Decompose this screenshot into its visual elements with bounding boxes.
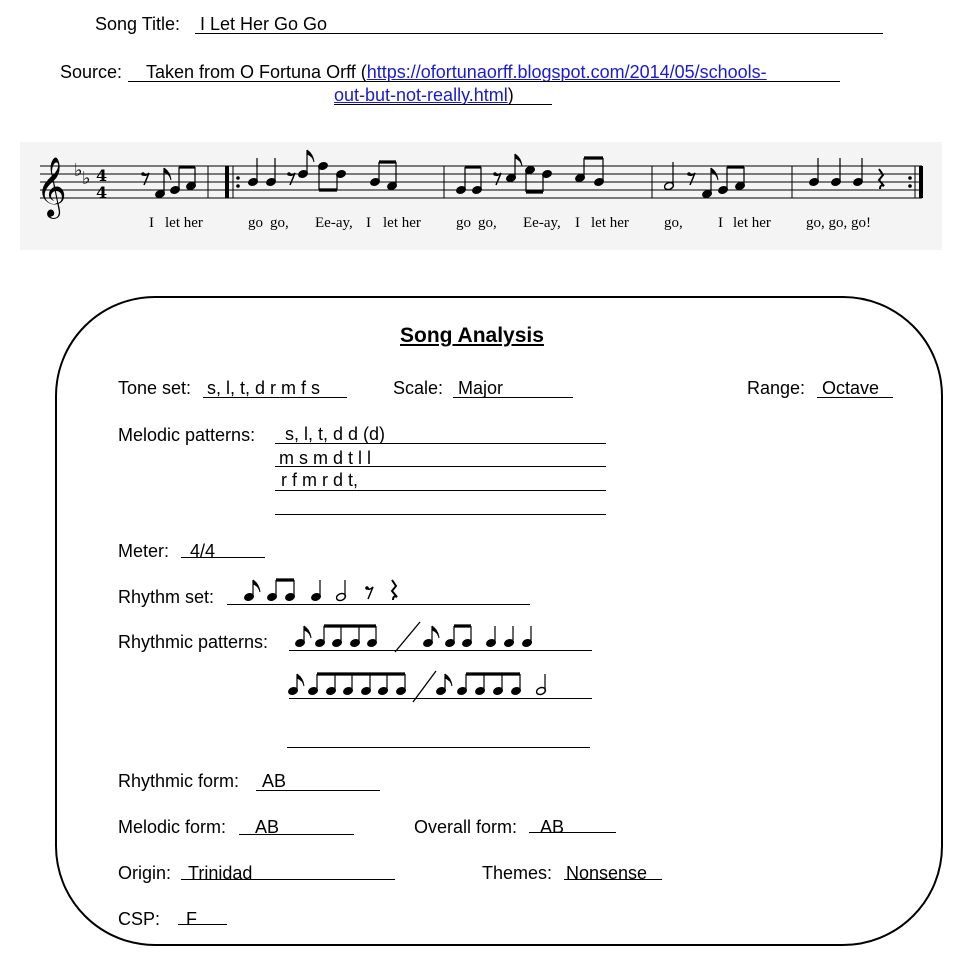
- lyric: Ee-ay,: [523, 215, 561, 231]
- range-label: Range:: [747, 378, 806, 398]
- song-title-label: Song Title:: [95, 14, 181, 34]
- lyric: go,: [478, 215, 497, 231]
- overall-form-underline: [529, 832, 616, 833]
- rhythmic-pattern-underline-1: [289, 650, 592, 651]
- lyric: let her: [733, 215, 771, 231]
- scale-label: Scale:: [393, 378, 444, 398]
- rhythmic-pattern-underline-3: [287, 747, 590, 748]
- rhythmic-pattern-underline-2: [289, 698, 592, 699]
- origin-value: Trinidad: [188, 863, 253, 883]
- rhythm-set-label: Rhythm set:: [118, 587, 215, 607]
- treble-clef-icon: 𝄞: [36, 157, 67, 217]
- meter-value: 4/4: [190, 541, 216, 561]
- csp-underline: [178, 924, 227, 925]
- pattern-divider: [395, 622, 420, 652]
- lyric: let her: [165, 215, 203, 231]
- rhythmic-form-label: Rhythmic form:: [118, 771, 240, 791]
- quarter-rest-icon: [392, 580, 397, 600]
- flat-icon: ♭: [74, 160, 83, 181]
- source-link-line1[interactable]: https://ofortunaorff.blogspot.com/2014/05/schools-: [366, 62, 767, 82]
- source-prefix: Taken from O Fortuna Orff (: [146, 62, 367, 82]
- note-flag: [297, 674, 304, 686]
- rhythmic-patterns-label: Rhythmic patterns:: [118, 632, 269, 652]
- meter-label: Meter:: [118, 541, 170, 561]
- lyric: go: [456, 215, 471, 231]
- rhythmic-form-underline: [256, 790, 380, 791]
- lyric: go: [248, 215, 263, 231]
- flat-icon: ♭: [82, 168, 91, 189]
- themes-value: Nonsense: [566, 863, 648, 883]
- melodic-patterns-label: Melodic patterns:: [118, 425, 256, 445]
- song-title-value: I Let Her Go Go: [200, 14, 328, 34]
- overall-form-value: AB: [540, 817, 565, 837]
- source-link-line2[interactable]: out-but-not-really.html: [334, 85, 508, 105]
- lyric: I: [575, 215, 580, 231]
- lyric: go,: [664, 215, 683, 231]
- tone-set-value: s, l, t, d r m f s: [207, 378, 321, 398]
- range-value: Octave: [822, 378, 880, 398]
- lyric: I: [366, 215, 371, 231]
- csp-label: CSP:: [118, 909, 161, 929]
- tone-set-label: Tone set:: [118, 378, 192, 398]
- eighth-rest-dot: [365, 586, 369, 590]
- note-flag: [304, 626, 311, 638]
- lyric: Ee-ay,: [315, 215, 353, 231]
- melodic-pattern-2: m s m d t l l: [279, 448, 372, 468]
- melodic-form-label: Melodic form:: [118, 817, 227, 837]
- lyric: let her: [591, 215, 629, 231]
- origin-label: Origin:: [118, 863, 172, 883]
- scale-value: Major: [458, 378, 504, 398]
- melodic-form-underline: [239, 834, 354, 835]
- lyric: I: [149, 215, 154, 231]
- melodic-pattern-3: r f m r d t,: [281, 470, 359, 490]
- themes-label: Themes:: [482, 863, 553, 883]
- note-flag: [253, 580, 260, 592]
- lyric: go,: [270, 215, 289, 231]
- source-label: Source:: [60, 62, 123, 82]
- origin-underline: [181, 879, 395, 880]
- note-flag: [432, 626, 439, 638]
- overall-form-label: Overall form:: [414, 817, 518, 837]
- melodic-pattern-1: s, l, t, d d (d): [285, 424, 386, 444]
- source-close: ): [507, 85, 514, 105]
- time-sig-bottom: 4: [96, 183, 108, 202]
- melodic-form-value: AB: [255, 817, 280, 837]
- rhythm-glyphs: [244, 580, 547, 702]
- lyric: I: [718, 215, 723, 231]
- note-flag: [445, 674, 452, 686]
- lyric: go, go, go!: [806, 215, 871, 231]
- lyric: let her: [383, 215, 421, 231]
- rhythmic-form-value: AB: [262, 771, 287, 791]
- csp-value: F: [186, 909, 197, 929]
- analysis-title: Song Analysis: [400, 324, 544, 347]
- themes-underline: [564, 879, 662, 880]
- time-sig-top: 4: [96, 166, 108, 185]
